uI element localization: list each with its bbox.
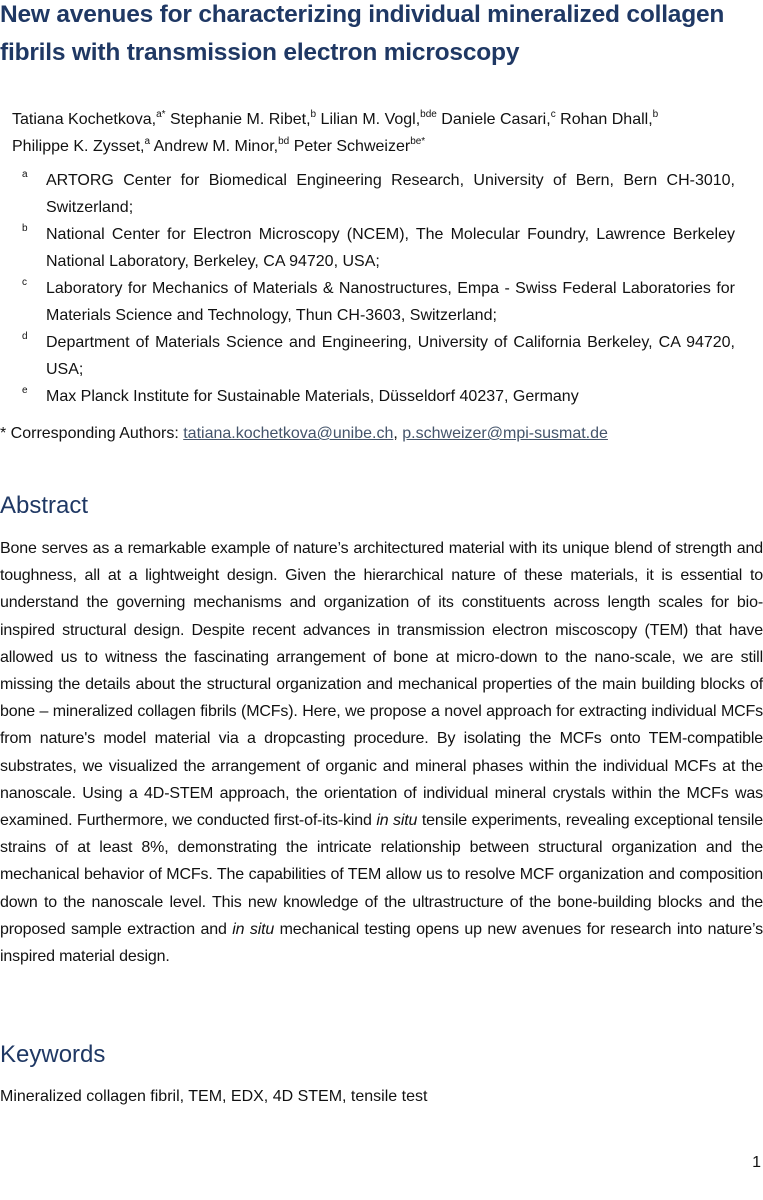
affiliations (0, 167, 735, 410)
paper-title: New avenues for characterizing individual mineralized collagen fibrils with transmission electron microscopy (0, 1, 725, 66)
abstract-heading: Abstract (0, 492, 89, 519)
affiliation: d Department of Materials Science and Engineering, University of California Berkeley, CA 94720, USA; (22, 331, 735, 378)
author: Philippe K. Zysset,$^a$ (12, 136, 151, 155)
affiliation: c Laboratory for Mechanics of Materials & Nanostructures, Empa - Swiss Federal Laboratories for Materials Science and Technology, Thun CH-3603, Switzerland; (22, 277, 735, 324)
author: Daniele Casari,$^c$ (441, 109, 556, 128)
keywords-text: Mineralized collagen fibril, TEM, EDX, 4D STEM, tensile test (0, 1088, 428, 1105)
author: Tatiana Kochetkova,$^{a*}$ (12, 109, 166, 128)
page-number: 1 (752, 1154, 761, 1171)
author: Rohan Dhall,$^b$ (560, 109, 659, 128)
author: Peter Schweizer$^{be*}$ (293, 136, 426, 155)
email-link[interactable]: p.schweizer@mpi-susmat.de (402, 425, 608, 442)
email-link[interactable]: tatiana.kochetkova@unibe.ch (183, 425, 394, 442)
author: Lilian M. Vogl,$^{bde}$ (320, 109, 437, 128)
author: Andrew M. Minor,$^{bd}$ (153, 136, 290, 155)
author: Stephanie M. Ribet,$^b$ (170, 109, 317, 128)
abstract-body: Bone serves as a remarkable example of nature’s architectured material with its unique blend of strength and toughness, all at a lightweight design. Given the hierarchical nature of these materials, it is essential to understand the governing mechanisms and organization of its constituents across length scales for bio-inspired structural design. Despite recent advances in transmission electron miscoscopy (TEM) that have allowed us to witness the fascinating arrangement of bone at micro-down to the nano-scale, we are still missing the details about the structural organization and mechanical properties of the main building blocks of bone – mineralized collagen fibrils (MCFs). Here, we propose a novel approach for extracting individual MCFs from nature's model material via a dropcasting procedure. By isolating the MCFs onto TEM-compatible substrates, we visualized the arrangement of organic and mineral phases within the individual MCFs at the nanoscale. Using a 4D-STEM approach, the orientation of individual mineral crystals within the MCFs was examined. Furthermore, we conducted first-of-its-kind in situ tensile experiments, revealing exceptional tensile strains of at least 8%, demonstrating the intricate relationship between structural organization and the mechanical behavior of MCFs. The capabilities of TEM allow us to resolve MCF organization and composition down to the nanoscale level. This new knowledge of the ultrastructure of the bone-building blocks and the proposed sample extraction and in situ mechanical testing opens up new avenues for research into nature’s inspired material design. (0, 540, 763, 966)
keywords-heading: Keywords (0, 1041, 106, 1068)
affiliation: a ARTORG Center for Biomedical Engineering Research, University of Bern, Bern CH-3010, Switzerland; (22, 169, 735, 216)
corresponding-authors: * Corresponding Authors: tatiana.kochetkova@unibe.ch, p.schweizer@mpi-susmat.de (0, 425, 608, 442)
affiliation: e Max Planck Institute for Sustainable Materials, Düsseldorf 40237, Germany (22, 385, 579, 405)
affiliation: b National Center for Electron Microscopy (NCEM), The Molecular Foundry, Lawrence Berkeley National Laboratory, Berkeley, CA 94720, USA; (22, 223, 735, 270)
author-list (12, 106, 747, 160)
